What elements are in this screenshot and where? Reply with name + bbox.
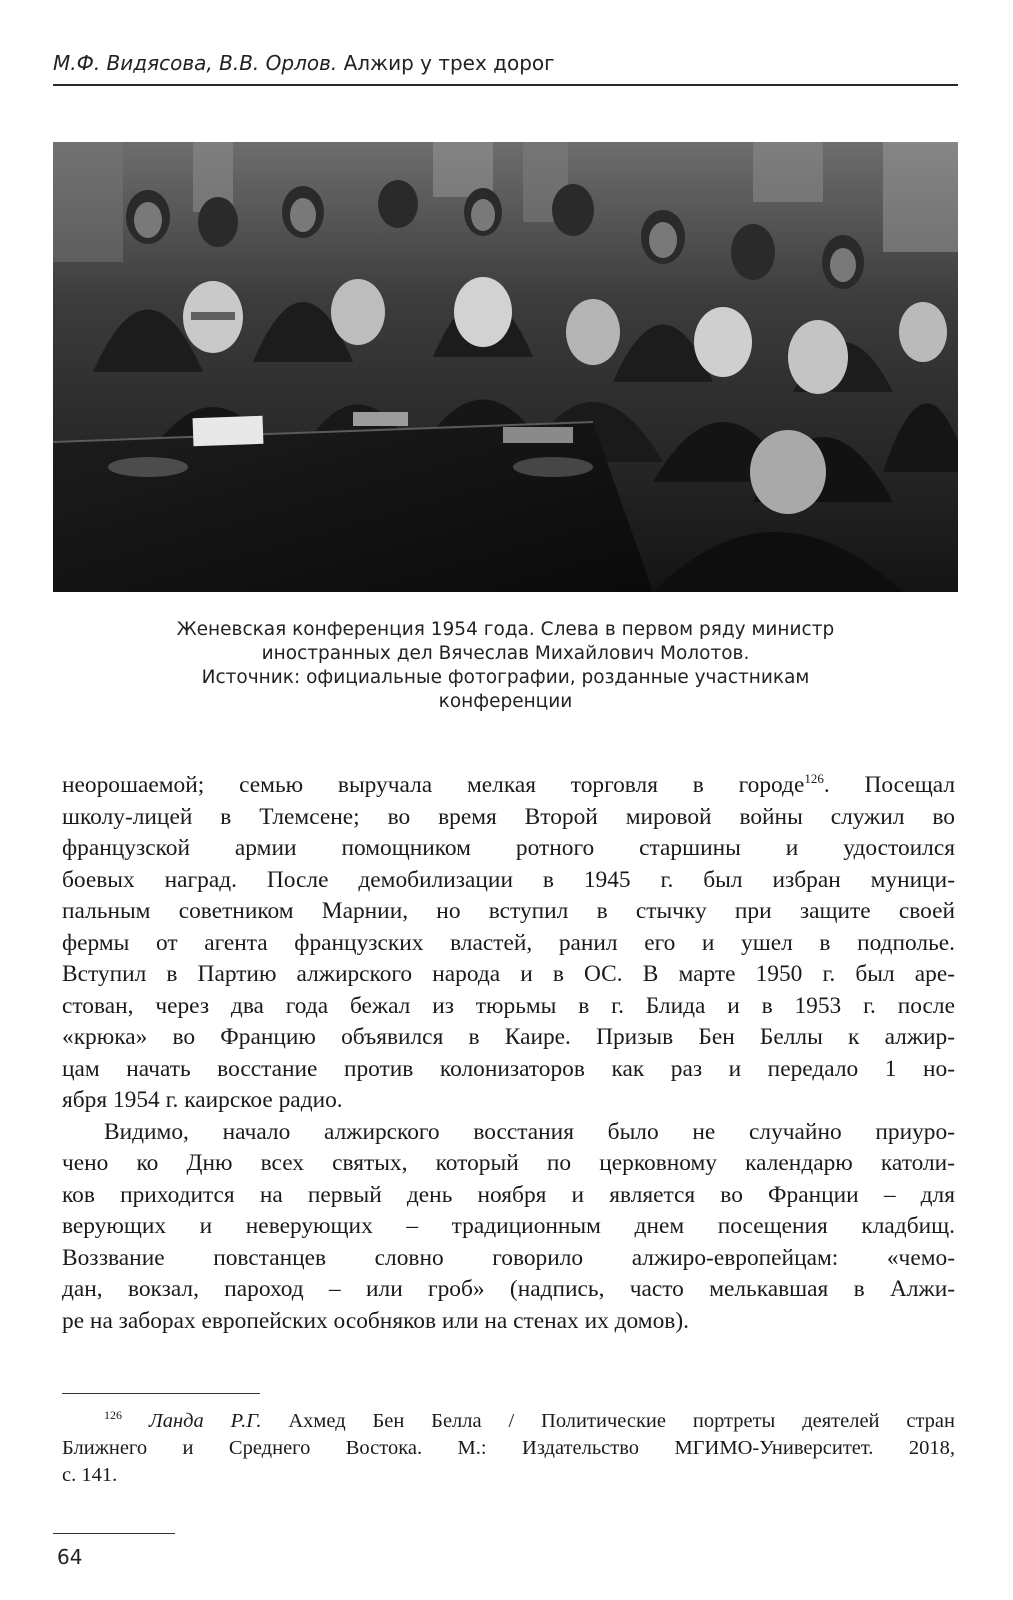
- body-line: [62, 770, 955, 802]
- body-line: ков приходится на первый день ноября и является во Франции – для: [62, 1181, 955, 1208]
- body-line: «крюка» во Францию объявился в Каире. Призыв Бен Беллы к алжир-: [62, 1024, 955, 1050]
- caption-line: конференции: [438, 691, 573, 712]
- body-line: дан, вокзал, пароход – или гроб» (надпись, часто мелькавшая в Алжи-: [62, 1276, 955, 1302]
- running-head-authors: М.Ф. Видясова, В.В. Орлов.: [53, 51, 338, 75]
- body-text: [62, 770, 955, 1337]
- body-line: французской армии помощником ротного старшины и удостоился: [62, 835, 955, 861]
- body-line: стован, через два года бежал из тюрьмы в г. Блида и в 1953 г. после: [62, 992, 955, 1019]
- running-head: [53, 48, 958, 86]
- body-line: фермы от агента французских властей, ранил его и ушел в подполье.: [62, 929, 955, 956]
- body-line: верующих и неверующих – традиционным днем посещения кладбищ.: [62, 1213, 955, 1239]
- body-line: боевых наград. После демобилизации в 1945 г. был избран муници-: [62, 866, 955, 893]
- footnote-author: Ланда Р.Г.: [148, 1410, 262, 1432]
- footnote-ref: 126: [804, 771, 824, 787]
- footnote-line: Ближнего и Среднего Востока. М.: Издательство МГИМО-Университет. 2018,: [62, 1437, 955, 1459]
- caption-line: иностранных дел Вячеслав Михайлович Молотов.: [261, 643, 750, 664]
- footnote: [62, 1408, 955, 1489]
- footnote-line: с. 141.: [62, 1464, 118, 1486]
- body-line: Воззвание повстанцев словно говорило алжиро-европейцам: «чемо-: [62, 1244, 955, 1271]
- page-number-divider: [53, 1533, 175, 1534]
- caption-line: Источник: официальные фотографии, розданные участникам: [201, 667, 810, 688]
- page-number: 64: [57, 1545, 83, 1569]
- body-line: ре на заборах европейских особняков или на стенах их домов).: [62, 1307, 689, 1334]
- body-line: чено ко Дню всех святых, который по церковному календарю католи-: [62, 1150, 955, 1176]
- body-text-segment: неорошаемой; семью выручала мелкая торговля в городе: [62, 772, 805, 798]
- body-line: Вступил в Партию алжирского народа и в ОС. В марте 1950 г. был аре-: [62, 961, 955, 987]
- body-line: пальным советником Марнии, но вступил в стычку при защите своей: [62, 898, 955, 924]
- photo-caption: [53, 618, 958, 714]
- footnote-line: [62, 1408, 955, 1435]
- body-line: школу-лицей в Тлемсене; во время Второй мировой войны служил во: [62, 803, 955, 830]
- running-head-title: Алжир у трех дорог: [343, 51, 555, 75]
- body-line: цам начать восстание против колонизаторов как раз и передало 1 но-: [62, 1055, 955, 1082]
- footnote-text: Ахмед Бен Белла / Политические портреты деятелей стран: [261, 1410, 955, 1432]
- body-line: ября 1954 г. каирское радио.: [62, 1087, 343, 1113]
- body-line: Видимо, начало алжирского восстания было не случайно приуро-: [104, 1118, 955, 1145]
- geneva-conference-photo: [53, 142, 958, 592]
- footnote-divider: [62, 1393, 260, 1394]
- caption-line: Женевская конференция 1954 года. Слева в первом ряду министр: [176, 619, 835, 640]
- body-text-segment: . Посещал: [823, 772, 955, 798]
- footnote-number: 126: [104, 1408, 122, 1423]
- photo-illustration: [53, 142, 958, 592]
